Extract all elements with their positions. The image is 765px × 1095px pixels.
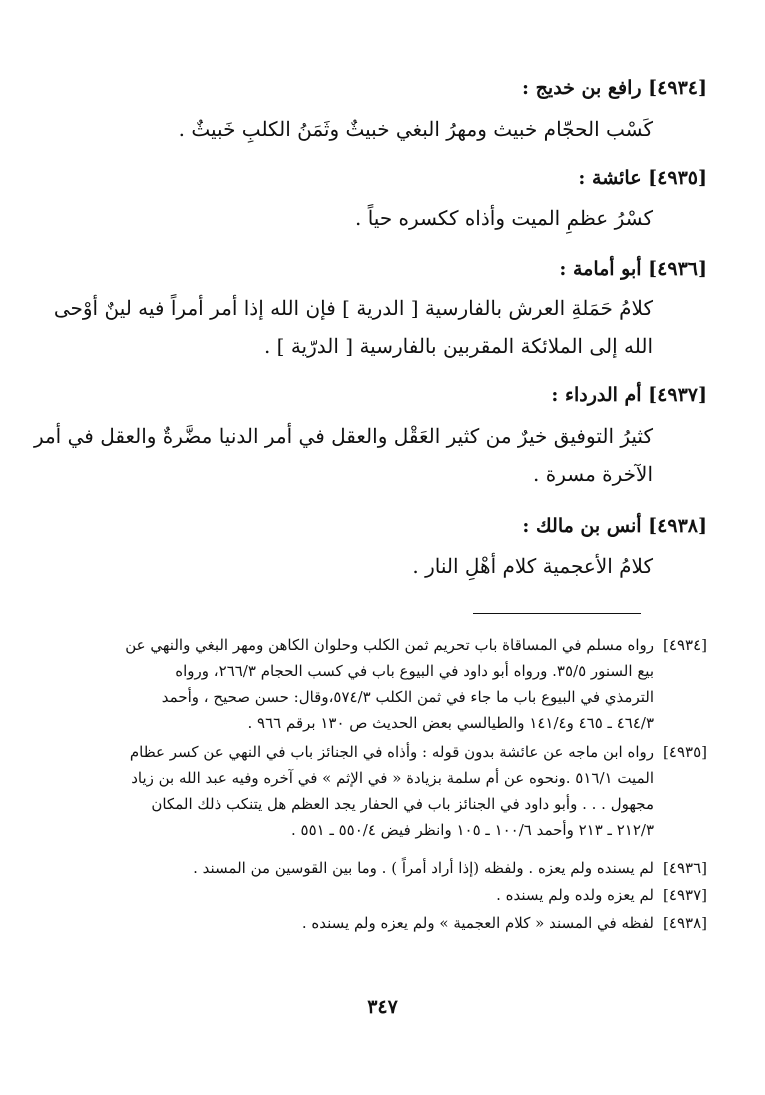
footnote-line: ٢١٢/٣ ـ ٢١٣ وأحمد ١٠٠/٦ ـ ١٠٥ وانظر فيض ٥٥٠/٤ ـ ٥٥١ . — [290, 821, 654, 839]
page-number: ٣٤٧ — [367, 996, 398, 1018]
entry-heading: [٤٩٣٤] رافع بن خديج : — [522, 77, 707, 99]
footnote-line: رواه ابن ماجه عن عائشة بدون قوله : وأذاه في الجنائز باب في النهي عن كسر عظام — [129, 743, 654, 761]
footnote-line: مجهول . . . وأبو داود في الجنائز باب في الحفار يجد العظم هل يتنكب ذلك المكان — [151, 795, 654, 813]
footnote-line: لم يعزه ولده ولم يسنده . — [496, 886, 654, 904]
entry-heading: [٤٩٣٥] عائشة : — [578, 167, 707, 189]
entry-text-line: كسْرُ عظمِ الميت وأذاه ككسره حياً . — [354, 206, 653, 230]
footnote-number: [٤٩٣٧] — [663, 886, 707, 904]
entry-text-line: الله إلى الملائكة المقربين بالفارسية [ الدرّية ] . — [263, 334, 653, 358]
entry-text-line: كلامُ الأعجمية كلام أهْلِ النار . — [412, 554, 653, 578]
entry-heading: [٤٩٣٧] أم الدرداء : — [551, 384, 707, 406]
footnote-number: [٤٩٣٨] — [663, 914, 707, 932]
entry-text-line: كَسْب الحجّام خبيث ومهرُ البغي خبيثٌ وثَمَنُ الكلبِ خَبيثٌ . — [178, 117, 653, 141]
footnote-line: الترمذي في البيوع باب ما جاء في ثمن الكلب ٥٧٤/٣،وقال: حسن صحيح ، وأحمد — [161, 688, 654, 706]
footnote-separator — [473, 613, 641, 614]
footnote-line: الميت ٥١٦/١ .ونحوه عن أم سلمة بزيادة « في الإثم » في آخره وفيه عبد الله بن زياد — [131, 769, 654, 787]
footnote-line: رواه مسلم في المساقاة باب تحريم ثمن الكلب وحلوان الكاهن ومهر البغي والنهي عن — [125, 636, 654, 654]
entry-text-line: الآخرة مسرة . — [533, 462, 653, 486]
footnote-line: لم يسنده ولم يعزه . ولفظه (إذا أراد أمراً ) . وما بين القوسين من المسند . — [193, 859, 654, 877]
entry-heading: [٤٩٣٦] أبو أمامة : — [559, 258, 707, 280]
footnote-line: ٤٦٤/٣ ـ ٤٦٥ و١٤١/٤ والطيالسي بعض الحديث ص ١٣٠ برقم ٩٦٦ . — [247, 714, 654, 732]
entry-text-line: كثيرُ التوفيق خيرٌ من كثير العَقْل والعقل في أمر الدنيا مضَّرةٌ والعقل في أمر — [33, 424, 653, 448]
footnote-number: [٤٩٣٦] — [663, 859, 707, 877]
footnote-number: [٤٩٣٥] — [663, 743, 707, 761]
footnote-line: بيع السنور ٣٥/٥. ورواه أبو داود في البيوع باب في كسب الحجام ٢٦٦/٣، ورواه — [175, 662, 654, 680]
footnote-line: لفظه في المسند « كلام العجمية » ولم يعزه ولم يسنده . — [301, 914, 654, 932]
entry-text-line: كلامُ حَمَلةِ العرش بالفارسية [ الدرية ] فإن الله إذا أمر أمراً فيه لينٌ أوْحى — [53, 296, 653, 320]
entry-heading: [٤٩٣٨] أنس بن مالك : — [522, 515, 707, 537]
footnote-number: [٤٩٣٤] — [663, 636, 707, 654]
